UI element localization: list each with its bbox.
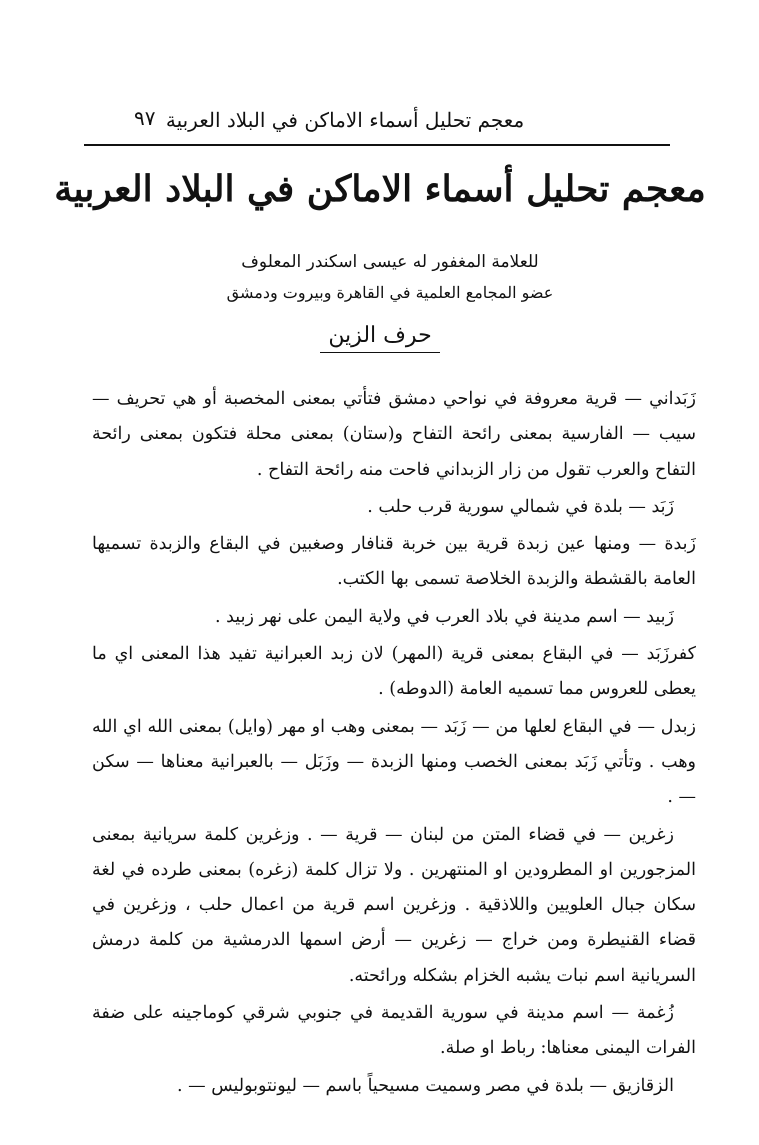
section-heading-text: حرف الزين	[320, 323, 439, 353]
entry-zaghrin: زغرين — في قضاء المتن من لبنان — قرية — . وزغرين كلمة سريانية بمعنى المزجورين او المطرودين او المنتهرين . ولا تزال كلمة (زغره) بمعنى طرده في لغة سكان جبال العلويين واللاذقية . وزغرين اسم قرية من اعمال حلب ، وزغرين في قضاء القنيطرة ومن خراج — زغرين — أرض اسمها الدرمشية من كلمة درمش السريانية اسم نبات يشبه الخزام بشكله ورائحته.	[92, 824, 696, 986]
entry-zagazig: الزقازيق — بلدة في مصر وسميت مسيحياً باسم — ليونتوبوليس — .	[177, 1075, 674, 1096]
entry-zabadani: زَبَداني — قرية معروفة في نواحي دمشق فتأتي بمعنى المخصبة أو هي تحريف — سيب — الفارسية بمعنى رائحة التفاح و(ستان) بمعنى محلة فتكون بمعنى رائحة التفاح والعرب تقول من زار الزبداني فاحت منه رائحة التفاح .	[92, 389, 696, 480]
header-rule	[84, 144, 670, 146]
page-number: ٩٧	[134, 106, 156, 130]
dictionary-entries	[92, 382, 696, 1106]
affiliation-line: عضو المجامع العلمية في القاهرة وبيروت ودمشق	[226, 283, 554, 302]
running-header-title: معجم تحليل أسماء الاماكن في البلاد العربية	[165, 108, 525, 132]
entry-zabda: زَبدة — ومنها عين زبدة قرية بين خربة قنافار وصغبين في البقاع والزبدة تسميها العامة بالقشطة والزبدة الخلاصة تسمى بها الكتب.	[92, 534, 696, 590]
entry-zabid: زَبيد — اسم مدينة في بلاد العرب في ولاية اليمن على نهر زبيد .	[214, 606, 674, 627]
article-title: معجم تحليل أسماء الاماكن في البلاد العربية	[54, 168, 706, 210]
entry-zughma: زُغمة — اسم مدينة في سورية القديمة في جنوبي شرقي كوماجينه على ضفة الفرات اليمنى معناها: رباط او صلة.	[92, 1003, 696, 1059]
entry-zabad: زَبَد — بلدة في شمالي سورية قرب حلب .	[367, 496, 674, 517]
entry-kafr-zabad: كفرزَبَد — في البقاع بمعنى قرية (المهر) لان زبد العبرانية تفيد هذا المعنى اي ما يعطى للعروس مما تسميه العامة (الدوطه) .	[92, 644, 696, 700]
section-heading	[250, 323, 510, 348]
entry-zabdal: زبدل — في البقاع لعلها من — زَبَد — بمعنى وهب او مهر (وايل) بمعنى الله اي الله وهب . وتأتي زَبَد بمعنى الخصب ومنها الزبدة — وزَبَل — بالعبرانية معناها — سكن — .	[92, 716, 696, 808]
author-line: للعلامة المغفور له عيسى اسكندر المعلوف	[241, 252, 539, 272]
